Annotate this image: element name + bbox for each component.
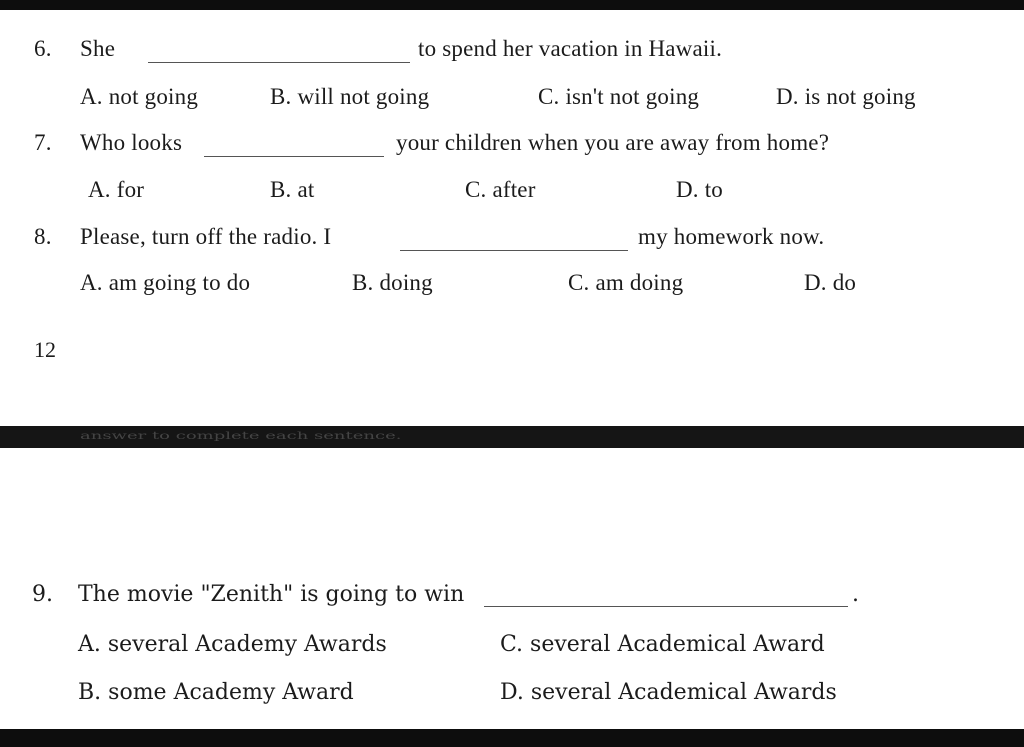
- question-number: 9.: [32, 582, 53, 607]
- question-stem-end: to spend her vacation in Hawaii.: [418, 36, 723, 61]
- option-b: B. will not going: [270, 84, 430, 109]
- option-a: A. for: [88, 177, 145, 202]
- option-b: B. doing: [352, 270, 433, 295]
- question-stem-start: She: [80, 36, 116, 61]
- question-stem-start: Who looks: [80, 130, 183, 155]
- answer-blank: [400, 250, 628, 251]
- question-stem-end: my homework now.: [638, 224, 825, 249]
- answer-blank: [204, 156, 384, 157]
- question-number: 7.: [34, 130, 52, 155]
- option-d: D. several Academical Awards: [500, 680, 837, 705]
- option-c: C. am doing: [568, 270, 684, 295]
- top-frame-bar: [0, 0, 1024, 10]
- option-a: A. several Academy Awards: [78, 632, 387, 657]
- option-c: C. after: [465, 177, 536, 202]
- option-d: D. is not going: [776, 84, 916, 109]
- page-number: 12: [34, 337, 56, 362]
- option-a: A. not going: [80, 84, 199, 109]
- option-c: C. several Academical Award: [500, 632, 825, 657]
- question-stem-end: .: [852, 582, 859, 607]
- bottom-frame-bar: [0, 729, 1024, 747]
- option-d: D. to: [676, 177, 723, 202]
- cut-header-text: answer to complete each sentence.: [80, 430, 402, 442]
- question-stem-start: Please, turn off the radio. I: [80, 224, 332, 249]
- answer-blank: [484, 606, 848, 607]
- answer-blank: [148, 62, 410, 63]
- option-b: B. at: [270, 177, 315, 202]
- page-divider-bar: [0, 426, 1024, 448]
- question-number: 6.: [34, 36, 52, 61]
- option-b: B. some Academy Award: [78, 680, 354, 705]
- question-number: 8.: [34, 224, 52, 249]
- option-d: D. do: [804, 270, 857, 295]
- option-a: A. am going to do: [80, 270, 251, 295]
- question-stem-end: your children when you are away from home?: [396, 130, 830, 155]
- question-stem-start: The movie "Zenith" is going to win: [78, 582, 465, 607]
- option-c: C. isn't not going: [538, 84, 700, 109]
